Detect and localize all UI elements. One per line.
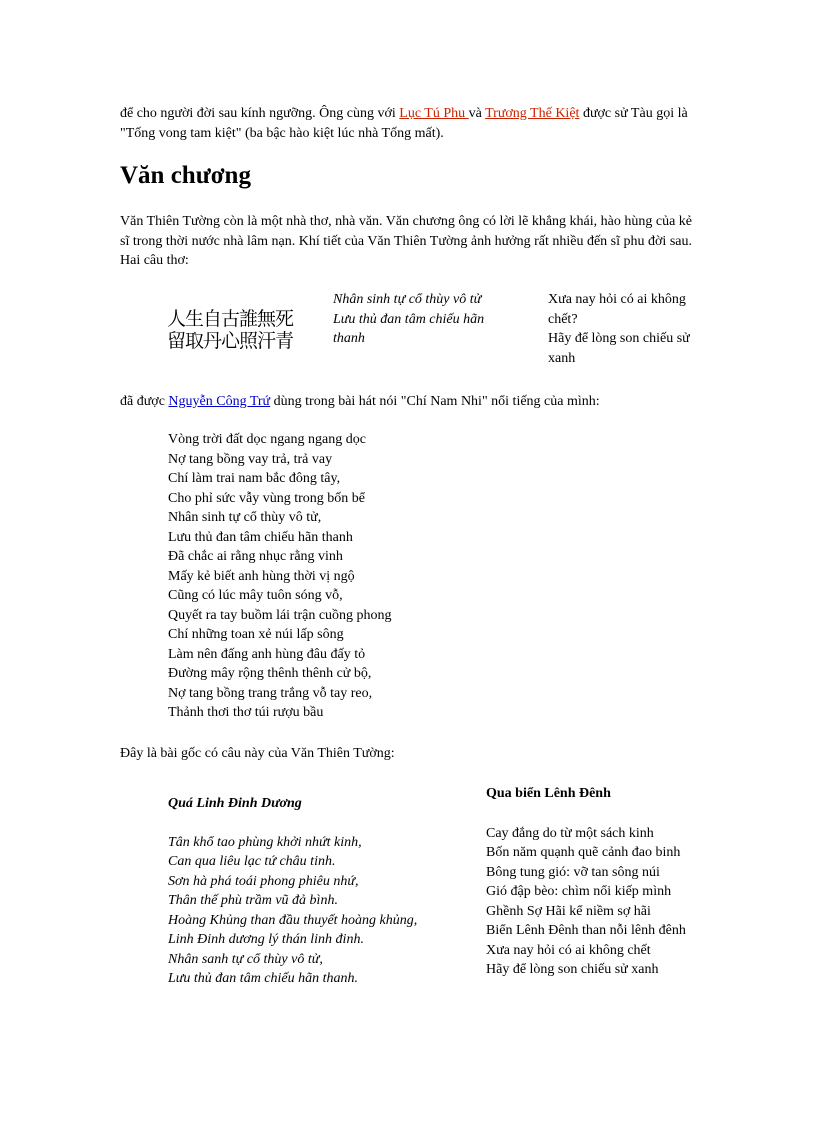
link-nguyen-cong-tru[interactable]: Nguyễn Công Trứ <box>168 394 271 409</box>
poem-line: Lưu thủ đan tâm chiếu hãn thanh <box>168 529 353 545</box>
poem-line: Hãy để lòng son chiếu sử xanh <box>486 962 659 977</box>
couplet-hanzi <box>167 308 297 352</box>
poem-line: Đường mây rộng thênh thênh cử bộ, <box>168 666 372 681</box>
transliteration-line-2: Lưu thủ đan tâm chiếu hãn thanh <box>333 311 485 346</box>
para2-text-after: dùng trong bài hát nói "Chí Nam Nhi" nổi tiếng của mình: <box>270 394 600 409</box>
poem-line: Vòng trời đất dọc ngang ngang dọc <box>168 432 366 447</box>
intro-text-between: và <box>468 106 486 121</box>
poem-title: Qua biển Lênh Đênh <box>486 786 611 801</box>
poem-line: Cay đắng do từ một sách kinh <box>486 825 654 841</box>
poem-line: Biển Lênh Đênh than nỗi lênh đênh <box>486 923 686 938</box>
poem-line: Bốn năm quạnh quẽ cảnh đao binh <box>486 845 681 860</box>
link-truong-the-kiet[interactable]: Trương Thế Kiệt <box>485 106 580 121</box>
poem-line: Can qua liêu lạc tứ châu tinh. <box>168 854 336 869</box>
poem-line: Linh Đinh dương lý thán linh đinh. <box>168 932 364 947</box>
poem-line: Chí những toan xẻ núi lấp sông <box>168 627 344 642</box>
poem-line: Ghềnh Sợ Hãi kể niềm sợ hãi <box>486 903 651 919</box>
poem-line: Lưu thủ đan tâm chiếu hãn thanh. <box>168 971 359 986</box>
poem-line: Chí làm trai nam bắc đông tây, <box>168 471 341 486</box>
poem-line: Tân khổ tao phùng khởi nhứt kinh, <box>168 834 362 850</box>
intro-text-before: để cho người đời sau kính ngưỡng. Ông cùng với <box>120 106 400 121</box>
translation-line-1: Xưa nay hỏi có ai không chết? <box>548 292 686 327</box>
transliteration-line-1: Nhân sinh tự cổ thùy vô tử <box>333 292 482 307</box>
poem-line: Nhân sanh tự cổ thùy vô tử, <box>168 951 323 967</box>
poem-line: Nhân sinh tự cổ thùy vô tử, <box>168 510 322 525</box>
poem-line: Nợ tang bồng trang trắng vỗ tay reo, <box>168 685 373 701</box>
section-heading: Văn chương <box>120 162 251 189</box>
poem-line: Cũng có lúc mây tuôn sóng vỗ, <box>168 588 343 603</box>
poem-line: Mấy kẻ biết anh hùng thời vị ngộ <box>168 568 355 584</box>
translation-line-2: Hãy để lòng son chiếu sử xanh <box>548 331 690 366</box>
poem-line: Sơn hà phá toái phong phiêu nhứ, <box>168 873 359 889</box>
poem-line: Gió đập bèo: chìm nổi kiếp mình <box>486 884 672 899</box>
poem-line: Đã chắc ai rằng nhục rằng vinh <box>168 549 343 564</box>
poem-line: Hoàng Khủng than đầu thuyết hoàng khủng, <box>168 912 418 928</box>
poem-line: Cho phỉ sức vẫy vùng trong bốn bể <box>168 490 365 506</box>
poem-chi-nam-nhi <box>168 430 468 723</box>
poem-qua-linh-dinh-duong <box>168 794 428 989</box>
hanzi-line-2: 留取丹心照汗青 <box>167 330 294 352</box>
poem-title: Quá Linh Đinh Dương <box>168 796 302 811</box>
paragraph-nguyen-cong-tru <box>120 392 692 412</box>
poem-line: Nợ tang bồng vay trả, trả vay <box>168 451 333 467</box>
couplet-translation <box>548 290 693 368</box>
poem-line: Xưa nay hỏi có ai không chết <box>486 942 651 958</box>
intro-text-after: được sử Tàu gọi là "Tống vong tam kiệt" (ba bậc hào kiệt lúc nhà Tống mất). <box>120 106 688 141</box>
poem-line: Quyết ra tay buồm lái trận cuồng phong <box>168 607 392 623</box>
para2-text-before: đã được <box>120 394 169 409</box>
hanzi-line-1: 人生自古誰無死 <box>167 308 294 330</box>
couplet-transliteration <box>333 290 498 349</box>
poem-line: Làm nên đấng anh hùng đâu đấy tỏ <box>168 646 366 662</box>
paragraph-literature: Văn Thiên Tường còn là một nhà thơ, nhà văn. Văn chương ông có lời lẽ khẳng khái, hào hùng của kẻ sĩ trong thời nước nhà lâm nạn. Khí tiết của Văn Thiên Tường ảnh hưởng rất nhiều đến sĩ phu đời sau. Hai câu thơ: <box>120 214 692 268</box>
link-luc-tu-phu[interactable]: Lục Tú Phu <box>399 106 469 121</box>
poem-qua-bien-lenh-denh <box>486 784 701 980</box>
poem-line: Thân thế phù trầm vũ đả bình. <box>168 893 338 908</box>
poem-line: Bông tung gió: vỡ tan sông núi <box>486 864 660 880</box>
paragraph-original-poem: Đây là bài gốc có câu này của Văn Thiên Tường: <box>120 746 395 761</box>
intro-paragraph <box>120 104 692 143</box>
poem-line: Thảnh thơi thơ túi rượu bầu <box>168 705 324 720</box>
